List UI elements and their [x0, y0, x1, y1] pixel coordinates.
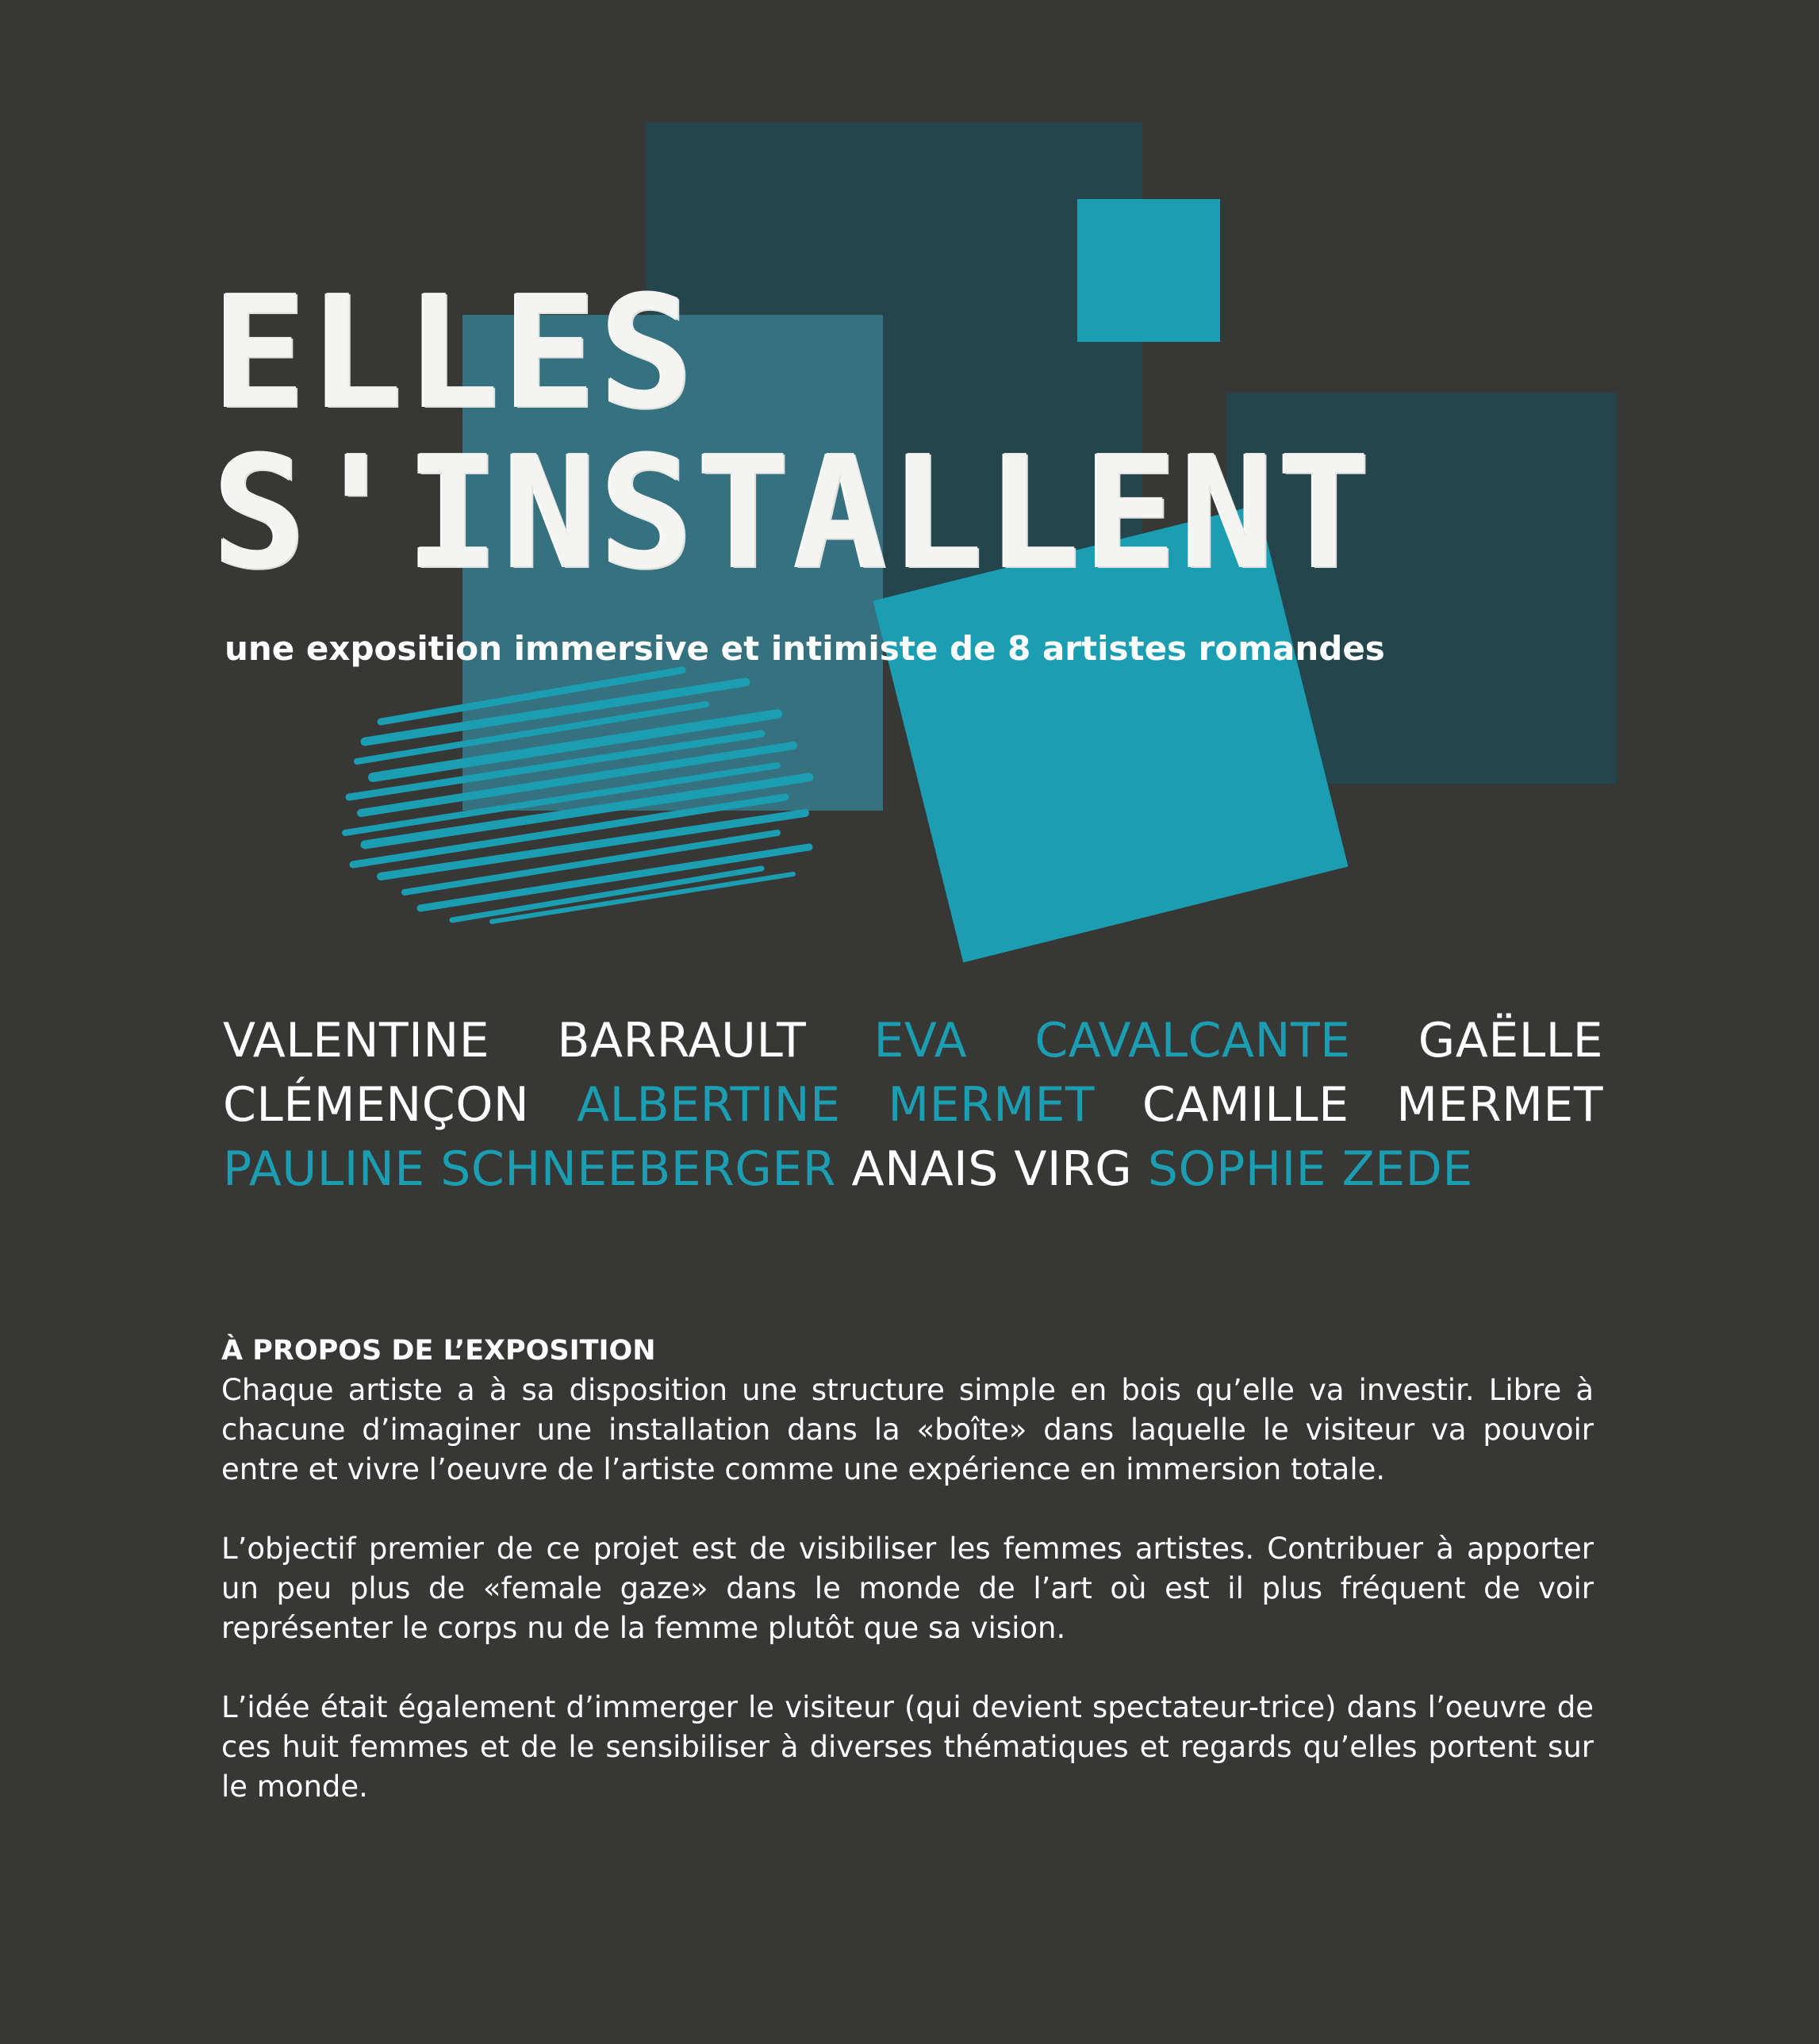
artist-name: VALENTINE BARRAULT: [223, 1013, 807, 1068]
artist-name: EVA CAVALCANTE: [873, 1013, 1351, 1068]
artist-name: SOPHIE ZEDE: [1147, 1141, 1473, 1197]
artist-name: GAËLLE CLÉMENÇON: [223, 1013, 1603, 1133]
artist-name: PAULINE SCHNEEBERGER: [223, 1141, 836, 1197]
about-heading: À PROPOS DE L’EXPOSITION: [221, 1335, 656, 1367]
about-paragraph-2: L’objectif premier de ce projet est de visibiliser les femmes artistes. Contribuer à apporter un peu plus de «female gaze» dans le monde de l’art où est il plus fréquent de voir représenter le corps nu de la femme plutôt que sa vision.: [221, 1532, 1594, 1645]
artist-name: ALBERTINE MERMET: [577, 1077, 1096, 1133]
exhibition-title: [213, 263, 1375, 604]
artist-list: [223, 1009, 1603, 1202]
brush-scribble-decoration: [333, 666, 825, 928]
artist-name: CAMILLE MERMET: [1142, 1077, 1603, 1133]
title-line-1: ELLES: [213, 263, 697, 443]
artist-name: ANAIS VIRG: [851, 1141, 1133, 1197]
exhibition-subtitle: une exposition immersive et intimiste de 8 artistes romandes: [224, 629, 1385, 668]
title-line-2: S'INSTALLENT: [213, 422, 1375, 604]
about-paragraph-3: L’idée était également d’immerger le visiteur (qui devient spectateur-trice) dans l’oeuvre de ces huit femmes et de le sensibiliser à diverses thématiques et regards qu’elles portent sur le monde.: [221, 1690, 1594, 1804]
about-paragraph-1: Chaque artiste a à sa disposition une structure simple en bois qu’elle va investir. Libre à chacune d’imaginer une installation dans la «boîte» dans laquelle le visiteur va pouvoir entre et vivre l’oeuvre de l’artiste comme une expérience en immersion totale.: [221, 1373, 1594, 1486]
about-section: [221, 1331, 1594, 1847]
